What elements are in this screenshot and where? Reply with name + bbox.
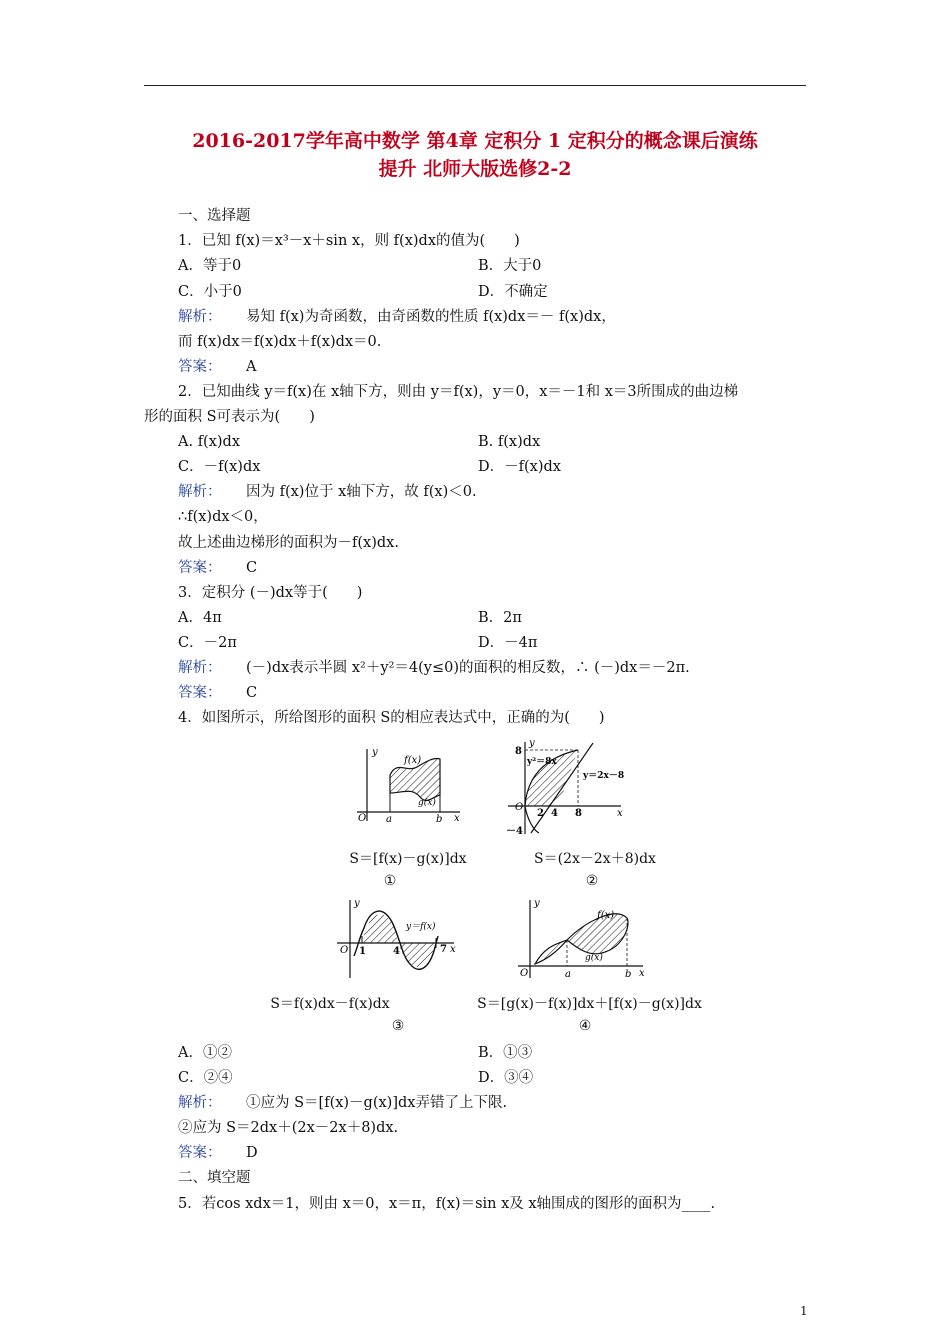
f-label: y＝f(x) — [406, 922, 436, 932]
tick-4: 4 — [551, 808, 558, 819]
x-label: x — [450, 944, 456, 955]
q1-option-a: A．等于0 — [178, 258, 242, 274]
document-title-line1: 2016-2017学年高中数学 第4章 定积分 1 定积分的概念课后演练 — [192, 130, 758, 152]
q3-stem: 3．定积分 (－)dx等于( ) — [178, 585, 363, 601]
q3-option-c: C．－2π — [178, 635, 237, 651]
q1-answer: A — [246, 359, 257, 375]
a-label: a — [386, 814, 392, 823]
figure-2-caption: S＝(2x－2x＋8)dx — [534, 851, 656, 867]
q4-stem: 4．如图所示，所给图形的面积 S的相应表达式中，正确的为( ) — [178, 710, 605, 726]
figure-1 — [352, 745, 467, 823]
label-4: 4 — [393, 946, 400, 957]
q4-analysis-line1: ①应为 S＝[f(x)－g(x)]dx弄错了上下限. — [246, 1095, 508, 1111]
figure-4-number: ④ — [578, 1018, 592, 1034]
q5-stem: 5．若cos xdx＝1，则由 x＝0，x＝π，f(x)＝sin x及 x轴围成的图形的面积为____. — [178, 1196, 716, 1212]
q2-stem-line2: 形的面积 S可表示为( ) — [144, 409, 315, 425]
b-label: b — [436, 814, 443, 823]
tick-8-y: 8 — [515, 746, 522, 757]
figure-1-caption: S＝[f(x)－g(x)]dx — [349, 851, 467, 867]
label-1: 1 — [359, 946, 366, 957]
page-number: 1 — [800, 1304, 808, 1318]
q2-option-d: D．－f(x)dx — [478, 459, 561, 475]
section-heading-fill: 二、填空题 — [178, 1170, 251, 1186]
figure-4 — [515, 896, 650, 980]
q4-analysis-line2: ②应为 S＝2dx＋(2x－2x＋8)dx. — [178, 1120, 399, 1136]
origin-label: O — [340, 945, 349, 956]
q3-option-d: D．－4π — [478, 635, 538, 651]
q2-option-c: C．－f(x)dx — [178, 459, 261, 475]
figure-1-number: ① — [383, 873, 397, 889]
q3-answer-label: 答案： — [178, 685, 222, 701]
q2-analysis-label: 解析： — [178, 484, 222, 500]
origin-label: O — [358, 813, 367, 823]
parabola-label: y²＝8x — [527, 757, 557, 767]
region-above — [362, 914, 398, 943]
g-label: g(x) — [585, 953, 603, 963]
f-label: f(x) — [404, 755, 422, 766]
q2-stem-line1: 2．已知曲线 y＝f(x)在 x轴下方，则由 y＝f(x)，y＝0，x＝－1和 x＝3所围成的曲边梯 — [178, 384, 739, 400]
q4-option-c: C．②④ — [178, 1070, 233, 1086]
figure-2 — [503, 738, 628, 836]
g-label: g(x) — [418, 798, 436, 808]
x-label: x — [454, 813, 460, 823]
q2-analysis-line1: 因为 f(x)位于 x轴下方，故 f(x)＜0. — [246, 484, 477, 500]
y-label: y — [534, 898, 540, 909]
figure-3 — [332, 896, 462, 980]
q3-analysis-line1: (－)dx表示半圆 x²＋y²＝4(y≤0)的面积的相反数，∴ (－)dx＝－2π. — [246, 660, 690, 676]
f-label: f(x) — [597, 910, 615, 921]
q1-answer-label: 答案： — [178, 359, 222, 375]
y-label: y — [529, 738, 535, 749]
tick-8-x: 8 — [575, 808, 582, 819]
tick-2: 2 — [537, 808, 544, 819]
figure-3-number: ③ — [391, 1018, 405, 1034]
header-rule — [144, 85, 806, 86]
q3-option-b: B．2π — [478, 610, 522, 626]
q4-option-d: D．③④ — [478, 1070, 534, 1086]
q4-answer-label: 答案： — [178, 1145, 222, 1161]
b-label: b — [625, 969, 632, 980]
q2-answer-label: 答案： — [178, 560, 222, 576]
q3-analysis-label: 解析： — [178, 660, 222, 676]
q1-option-c: C．小于0 — [178, 284, 242, 300]
q1-stem: 1．已知 f(x)＝x³－x＋sin x，则 f(x)dx的值为( ) — [178, 233, 520, 249]
q3-option-a: A．4π — [178, 610, 222, 626]
q2-option-a: A. f(x)dx — [178, 434, 241, 450]
tick-neg4: －4 — [506, 826, 523, 836]
figure-3-caption: S＝f(x)dx－f(x)dx — [270, 996, 390, 1012]
q2-answer: C — [246, 560, 258, 576]
y-label: y — [354, 898, 360, 909]
q1-analysis-line2: 而 f(x)dx＝f(x)dx＋f(x)dx＝0. — [178, 334, 382, 350]
origin-label: O — [515, 802, 524, 813]
q4-analysis-label: 解析： — [178, 1095, 222, 1111]
origin-label: O — [520, 968, 529, 979]
q1-option-d: D．不确定 — [478, 284, 548, 300]
x-label: x — [617, 808, 623, 819]
q4-option-a: A．①② — [178, 1045, 232, 1061]
y-label: y — [372, 747, 378, 758]
q1-analysis-label: 解析： — [178, 309, 222, 325]
line-label: y＝2x－8 — [583, 771, 625, 781]
q3-answer: C — [246, 685, 258, 701]
figure-2-number: ② — [585, 873, 599, 889]
document-title-line2: 提升 北师大版选修2-2 — [378, 158, 572, 180]
region-left — [535, 940, 567, 964]
section-heading-choice: 一、选择题 — [178, 208, 251, 224]
q2-analysis-line2: ∴f(x)dx＜0， — [178, 509, 268, 525]
q1-analysis-line1: 易知 f(x)为奇函数，由奇函数的性质 f(x)dx＝－ f(x)dx， — [246, 309, 616, 325]
figure-4-caption: S＝[g(x)－f(x)]dx＋[f(x)－g(x)]dx — [477, 996, 702, 1012]
q4-answer: D — [246, 1145, 258, 1161]
q2-analysis-line3: 故上述曲边梯形的面积为－f(x)dx. — [178, 535, 399, 551]
a-label: a — [565, 969, 571, 980]
label-7: 7 — [440, 944, 447, 955]
q4-option-b: B．①③ — [478, 1045, 533, 1061]
q2-option-b: B. f(x)dx — [478, 434, 541, 450]
q1-option-b: B．大于0 — [478, 258, 542, 274]
x-label: x — [639, 968, 645, 979]
region-below — [398, 943, 436, 967]
